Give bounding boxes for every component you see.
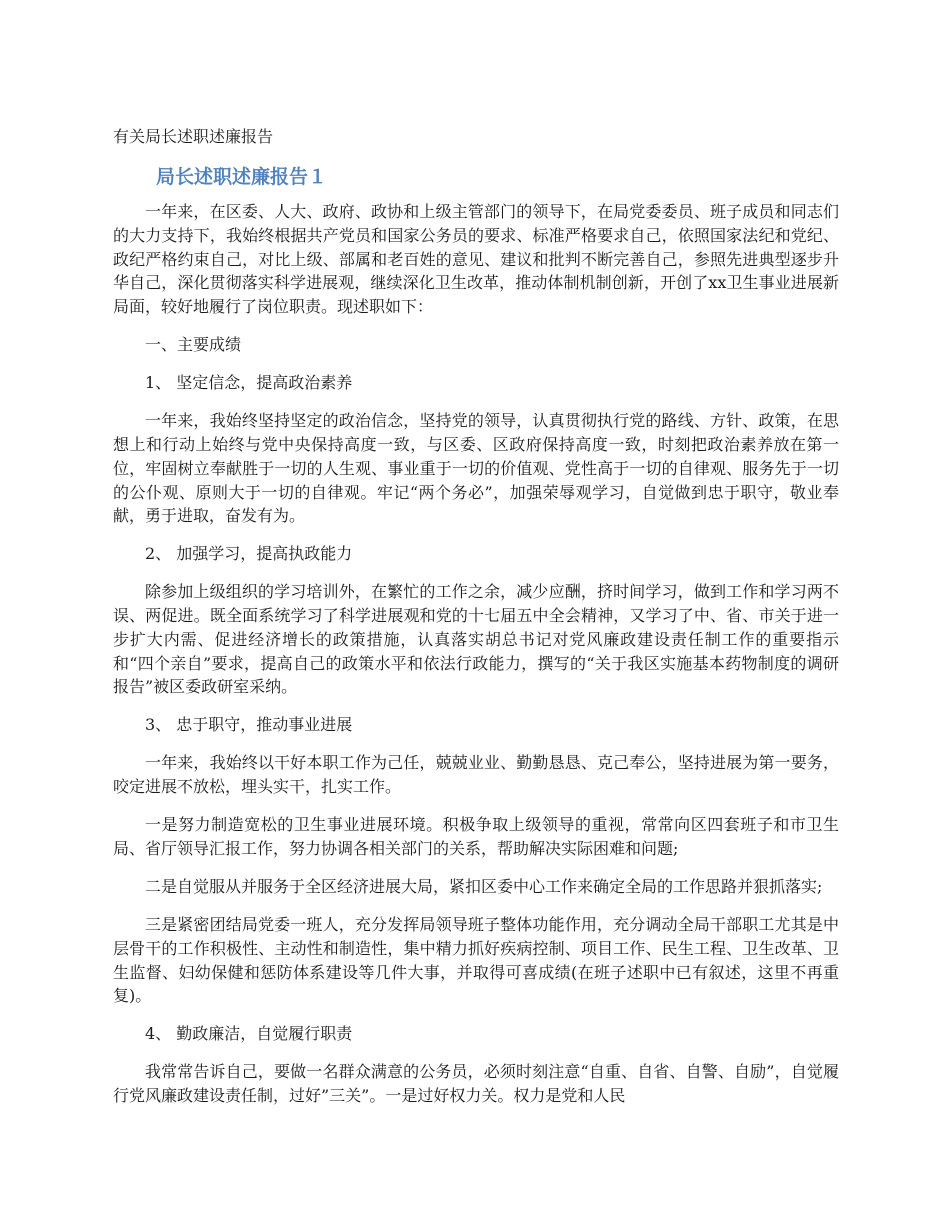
- section-heading: 4、 勤政廉洁，自觉履行职责: [145, 1024, 353, 1044]
- body-paragraph: 三是紧密团结局党委一班人，充分发挥局领导班子整体功能作用，充分调动全局干部职工尤其是中层骨干的工作积极性、主动性和制造性，集中精力抓好疾病控制、项目工作、民生工程、卫生改革、卫生监督、妇幼保健和惩防体系建设等几件大事，并取得可喜成绩(在班子述职中已有叙述，这里不再重复)。: [113, 915, 839, 1006]
- section-heading: 1、 坚定信念，提高政治素养: [145, 373, 353, 393]
- body-paragraph: 一年来，在区委、人大、政府、政协和上级主管部门的领导下，在局党委委员、班子成员和同志们的大力支持下，我始终根据共产党员和国家公务员的要求、标准严格要求自己，依照国家法纪和党纪、政纪严格约束自己，对比上级、部属和老百姓的意见、建议和批判不断完善自己，参照先进典型逐步升华自己，深化贯彻落实科学进展观，继续深化卫生改革，推动体制机制创新，开创了xx卫生事业进展新局面，较好地履行了岗位职责。现述职如下：: [113, 202, 839, 317]
- section-heading: 2、 加强学习，提高执政能力: [145, 544, 353, 564]
- body-paragraph: 一是努力制造宽松的卫生事业进展环境。积极争取上级领导的重视，常常向区四套班子和市卫生局、省厅领导汇报工作，努力协调各相关部门的关系，帮助解决实际困难和问题;: [113, 815, 839, 859]
- section-heading: 一、主要成绩: [145, 335, 242, 355]
- body-paragraph: 一年来，我始终以干好本职工作为己任，兢兢业业、勤勤恳恳、克己奉公，坚持进展为第一要务，咬定进展不放松，埋头实干，扎实工作。: [113, 753, 839, 797]
- document-body: [113, 200, 839, 1122]
- body-paragraph: 除参加上级组织的学习培训外，在繁忙的工作之余，减少应酬，挤时间学习，做到工作和学习两不误、两促进。既全面系统学习了科学进展观和党的十七届五中全会精神，又学习了中、省、市关于进一步扩大内需、促进经济增长的政策措施，认真落实胡总书记对党风廉政建设责任制工作的重要指示和“四个亲自”要求，提高自己的政策水平和依法行政能力，撰写的“关于我区实施基本药物制度的调研报告”被区委政研室采纳。: [113, 582, 839, 697]
- report-heading: 局长述职述廉报告１: [156, 166, 328, 188]
- body-paragraph: 一年来，我始终坚持坚定的政治信念，坚持党的领导，认真贯彻执行党的路线、方针、政策，在思想上和行动上始终与党中央保持高度一致，与区委、区政府保持高度一致，时刻把政治素养放在第一位，牢固树立奉献胜于一切的人生观、事业重于一切的价值观、党性高于一切的自律观、服务先于一切的公仆观、原则大于一切的自律观。牢记“两个务必”，加强荣辱观学习，自觉做到忠于职守，敬业奉献，勇于进取，奋发有为。: [113, 411, 839, 526]
- body-paragraph: 我常常告诉自己，要做一名群众满意的公务员，必须时刻注意“自重、自省、自警、自励”，自觉履行党风廉政建设责任制，过好”三关”。一是过好权力关。权力是党和人民: [113, 1062, 839, 1106]
- document-title: 有关局长述职述廉报告: [113, 127, 274, 146]
- section-heading: 3、 忠于职守，推动事业进展: [145, 715, 353, 735]
- body-paragraph: 二是自觉服从并服务于全区经济进展大局，紧扣区委中心工作来确定全局的工作思路并狠抓落实;: [145, 877, 823, 897]
